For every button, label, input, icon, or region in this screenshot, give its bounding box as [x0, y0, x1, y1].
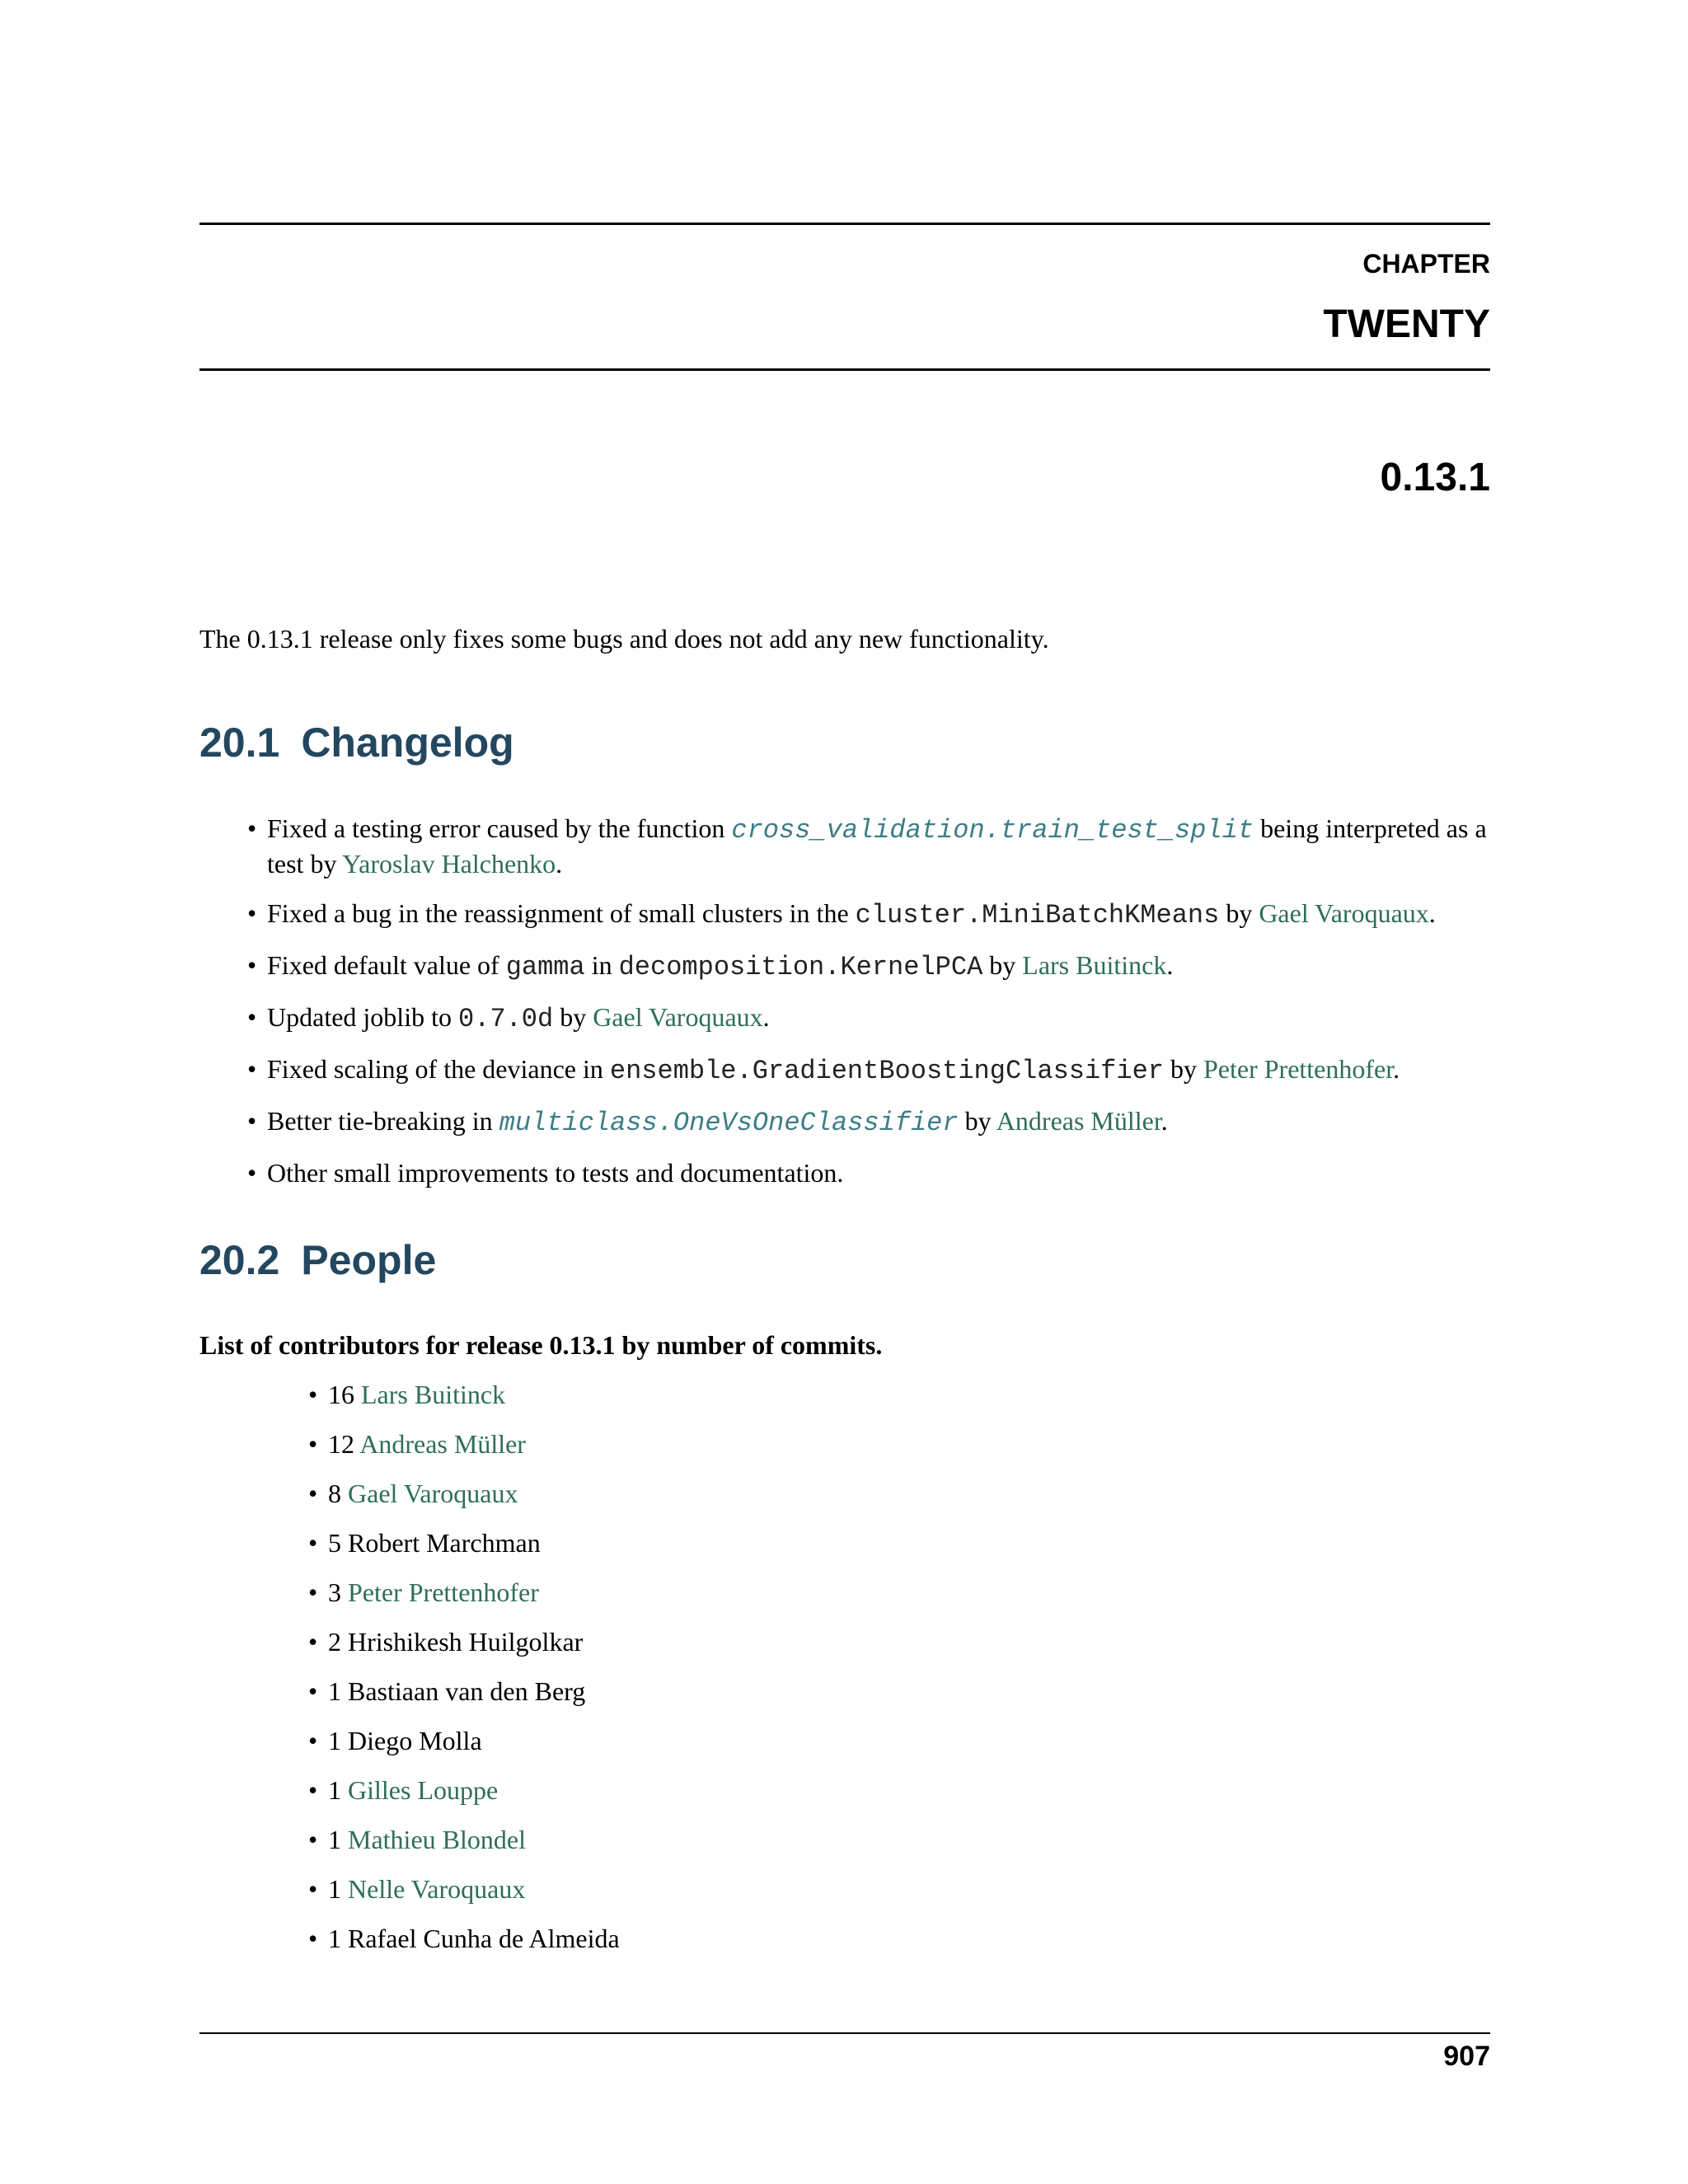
contributor-item — [308, 1378, 620, 1427]
bullet: • — [308, 1924, 318, 1953]
commit-count: 1 — [328, 1825, 341, 1854]
commit-count: 1 — [328, 1726, 341, 1755]
bullet: • — [308, 1528, 318, 1558]
commit-count: 16 — [328, 1380, 354, 1409]
bullet: • — [308, 1429, 318, 1459]
bullet: • — [308, 1627, 318, 1657]
chapter-label: CHAPTER — [1362, 249, 1490, 279]
author-link[interactable]: Andreas Müller — [996, 1106, 1161, 1136]
bullet: • — [308, 1726, 318, 1755]
item-text: Fixed scaling of the deviance in — [267, 1054, 610, 1084]
item-text: Fixed a bug in the reassignment of small clusters in the — [267, 898, 856, 928]
item-text: Other small improvements to tests and documentation. — [267, 1158, 844, 1188]
item-text: . — [1428, 898, 1436, 928]
section-heading-people — [199, 1236, 436, 1284]
code-literal: ensemble.GradientBoostingClassifier — [609, 1056, 1164, 1086]
author-link[interactable]: Gael Varoquaux — [1259, 898, 1429, 928]
list-item — [247, 897, 1490, 932]
bullet: • — [308, 1825, 318, 1854]
contributor-name: Robert Marchman — [348, 1528, 541, 1558]
document-page — [199, 0, 1490, 2184]
section-number: 20.1 — [199, 719, 280, 766]
list-item — [247, 1052, 1490, 1088]
bullet: • — [247, 898, 257, 928]
contributor-link[interactable]: Peter Prettenhofer — [348, 1577, 539, 1607]
contributor-link[interactable]: Gilles Louppe — [348, 1775, 499, 1805]
item-text: Fixed default value of — [267, 950, 506, 980]
contributor-item — [308, 1625, 620, 1675]
author-link[interactable]: Lars Buitinck — [1022, 950, 1167, 980]
commit-count: 1 — [328, 1924, 341, 1953]
code-literal: gamma — [505, 952, 585, 982]
contributor-item — [308, 1675, 620, 1724]
bullet: • — [308, 1676, 318, 1706]
item-text: by — [1219, 898, 1259, 928]
commit-count: 1 — [328, 1676, 341, 1706]
bullet: • — [247, 1054, 257, 1084]
bullet: • — [247, 813, 257, 843]
contributor-item — [308, 1872, 620, 1922]
item-text: Fixed a testing error caused by the function — [267, 813, 732, 843]
commit-count: 3 — [328, 1577, 341, 1607]
commit-count: 8 — [328, 1479, 341, 1508]
intro-paragraph: The 0.13.1 release only fixes some bugs and does not add any new functionality. — [199, 624, 1049, 654]
footer-rule — [199, 2032, 1490, 2034]
contributor-item — [308, 1427, 620, 1477]
commit-count: 12 — [328, 1429, 354, 1459]
item-text: in — [584, 950, 619, 980]
bullet: • — [308, 1775, 318, 1805]
item-text: by — [982, 950, 1023, 980]
chapter-top-rule — [199, 223, 1490, 225]
contributor-item — [308, 1526, 620, 1576]
item-text: Better tie-breaking in — [267, 1106, 499, 1136]
item-text: . — [556, 849, 563, 879]
chapter-bottom-rule — [199, 368, 1490, 371]
bullet: • — [247, 1002, 257, 1032]
author-link[interactable]: Gael Varoquaux — [593, 1002, 763, 1032]
contributor-name: Rafael Cunha de Almeida — [348, 1924, 620, 1953]
contributor-item — [308, 1774, 620, 1823]
list-item — [247, 812, 1490, 880]
item-text: Updated joblib to — [267, 1002, 458, 1032]
list-item — [247, 1104, 1490, 1140]
code-literal: 0.7.0d — [457, 1004, 554, 1034]
section-title: People — [301, 1237, 437, 1283]
contributor-link[interactable]: Nelle Varoquaux — [348, 1874, 526, 1904]
bullet: • — [247, 1158, 257, 1188]
section-number: 20.2 — [199, 1237, 280, 1283]
section-title: Changelog — [301, 719, 514, 766]
code-literal: decomposition.KernelPCA — [618, 952, 983, 982]
code-link[interactable]: cross_validation.train_test_split — [731, 815, 1254, 846]
bullet: • — [308, 1479, 318, 1508]
author-link[interactable]: Peter Prettenhofer — [1203, 1054, 1394, 1084]
commit-count: 5 — [328, 1528, 341, 1558]
list-item — [247, 1001, 1490, 1036]
contributor-name: Hrishikesh Huilgolkar — [348, 1627, 584, 1657]
code-literal: cluster.MiniBatchKMeans — [855, 900, 1220, 930]
contributor-item — [308, 1477, 620, 1526]
bullet: • — [308, 1577, 318, 1607]
list-item — [247, 1156, 1490, 1189]
author-link[interactable]: Yaroslav Halchenko — [342, 849, 556, 879]
commit-count: 2 — [328, 1627, 341, 1657]
item-text: . — [762, 1002, 770, 1032]
contributor-name: Bastiaan van den Berg — [348, 1676, 586, 1706]
page-number: 907 — [1443, 2041, 1490, 2072]
list-item — [247, 949, 1490, 984]
contributor-link[interactable]: Lars Buitinck — [361, 1380, 506, 1409]
item-text: . — [1160, 1106, 1168, 1136]
contributor-link[interactable]: Gael Varoquaux — [348, 1479, 518, 1508]
item-text: by — [958, 1106, 996, 1136]
section-heading-changelog — [199, 719, 514, 766]
commit-count: 1 — [328, 1775, 341, 1805]
item-text: . — [1393, 1054, 1400, 1084]
code-link[interactable]: multiclass.OneVsOneClassifier — [499, 1108, 959, 1138]
contributor-item — [308, 1823, 620, 1872]
bullet: • — [308, 1874, 318, 1904]
bullet: • — [247, 1106, 257, 1136]
bullet: • — [247, 950, 257, 980]
contributor-name: Diego Molla — [348, 1726, 482, 1755]
contributor-link[interactable]: Andreas Müller — [359, 1429, 526, 1459]
contributor-item — [308, 1724, 620, 1774]
contributor-item — [308, 1576, 620, 1625]
contributors-list — [308, 1378, 620, 1971]
item-text: . — [1166, 950, 1174, 980]
bullet: • — [308, 1380, 318, 1409]
item-text: being interpreted as a test by — [267, 813, 1487, 879]
contributor-item — [308, 1922, 620, 1971]
version-title: 0.13.1 — [1380, 456, 1490, 499]
commit-count: 1 — [328, 1874, 341, 1904]
contributors-heading: List of contributors for release 0.13.1 by number of commits. — [199, 1330, 883, 1360]
changelog-list — [247, 812, 1490, 1206]
item-text: by — [553, 1002, 593, 1032]
chapter-name: TWENTY — [1323, 302, 1490, 346]
contributor-link[interactable]: Mathieu Blondel — [348, 1825, 526, 1854]
item-text: by — [1163, 1054, 1203, 1084]
